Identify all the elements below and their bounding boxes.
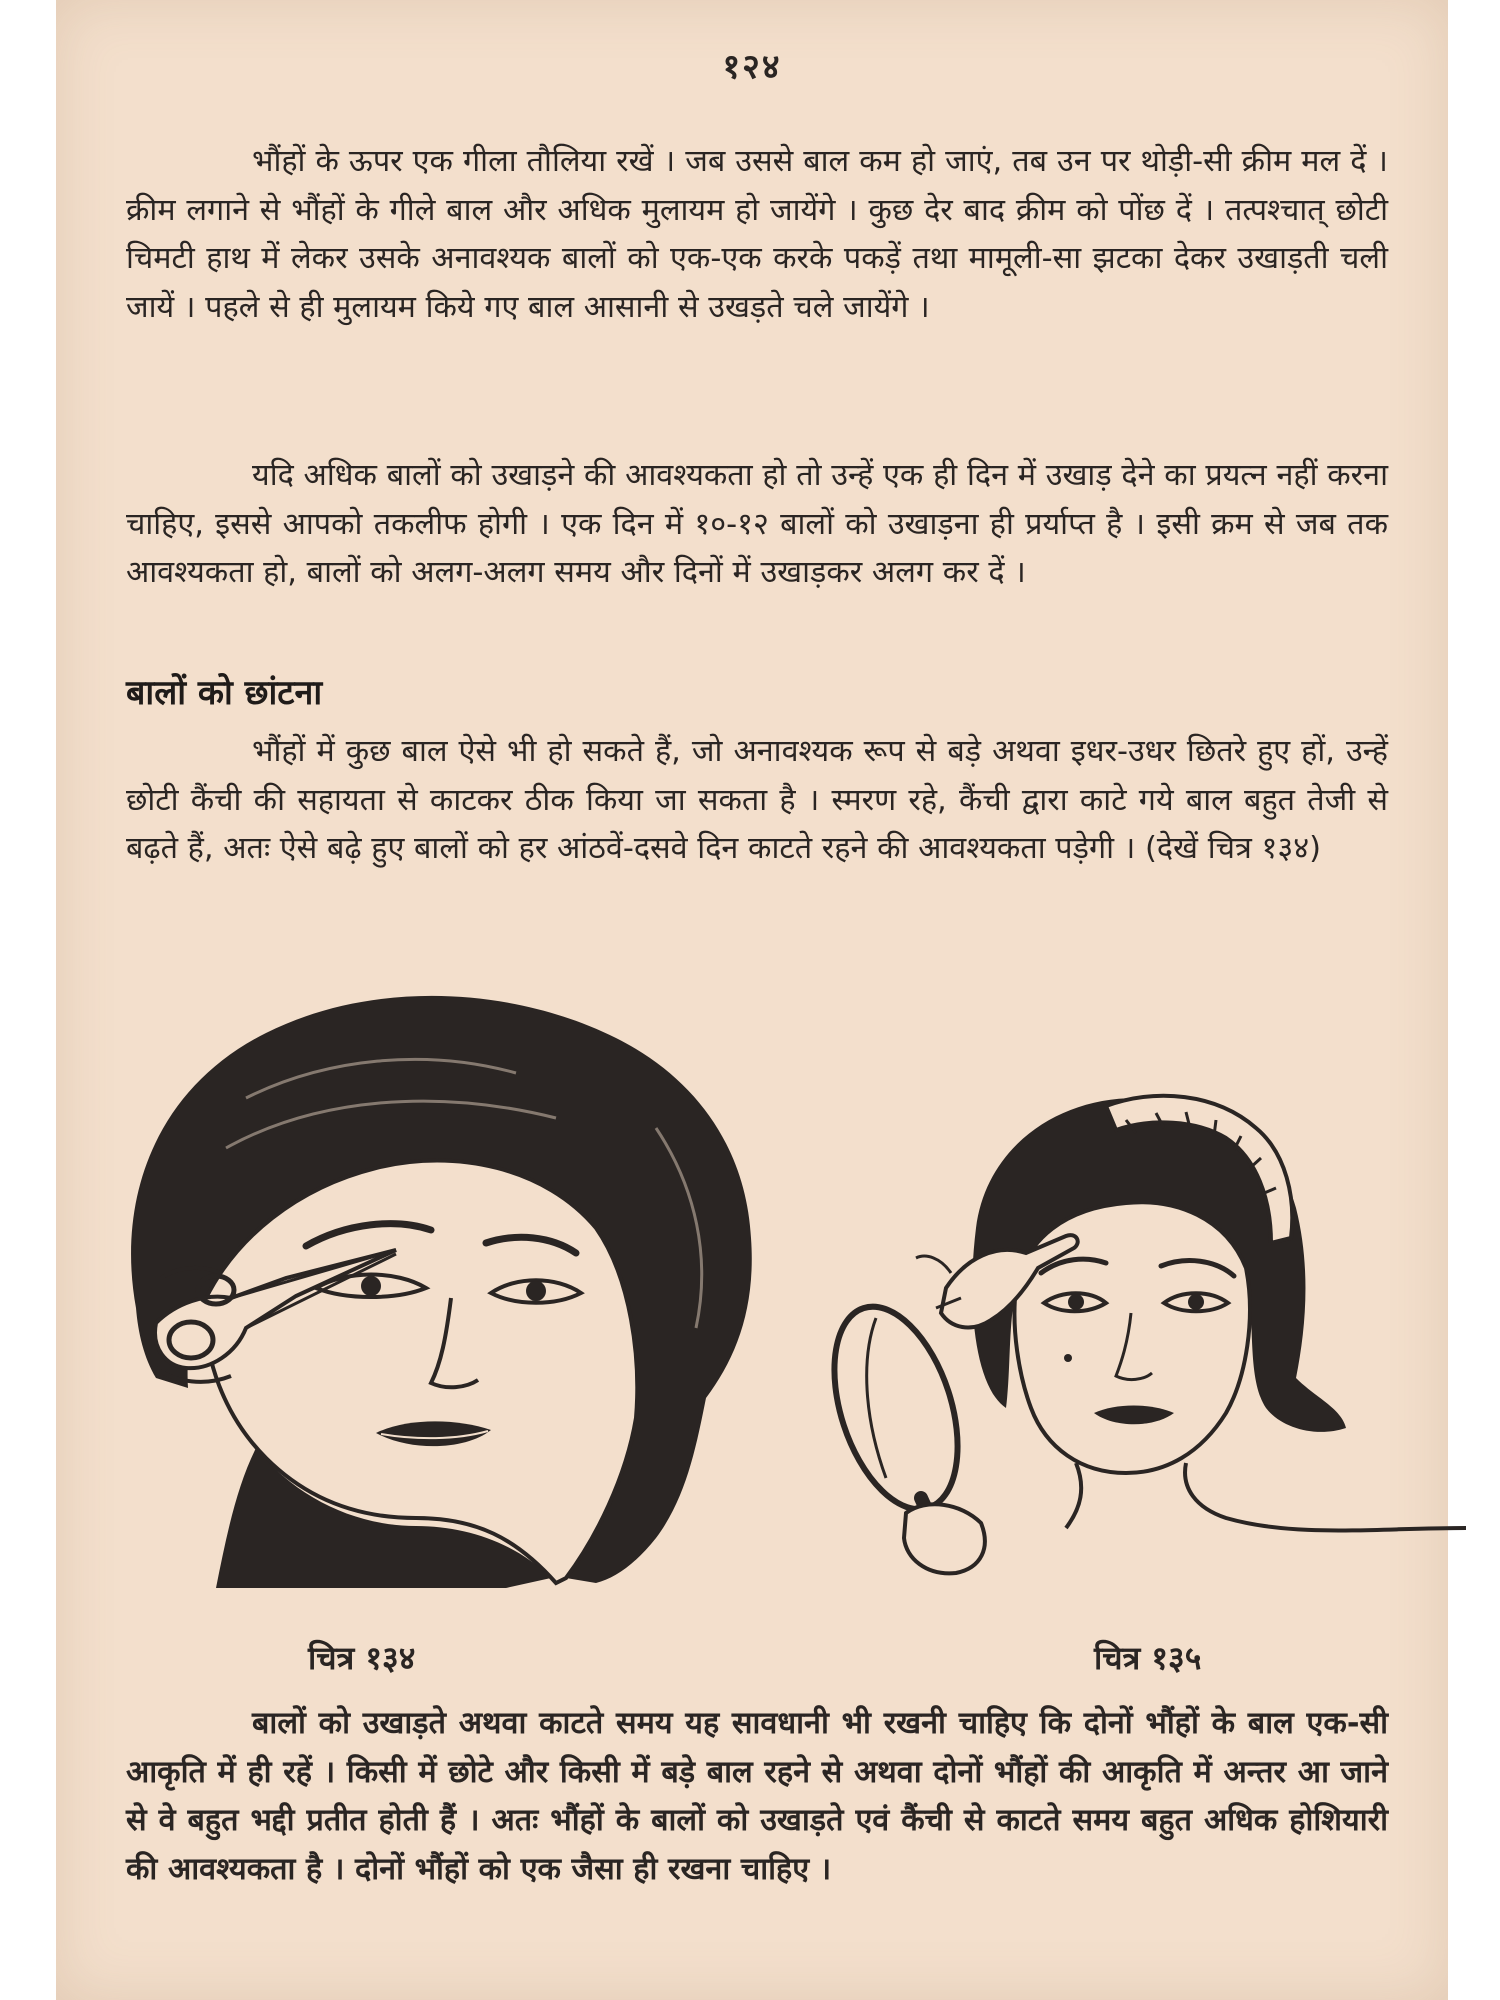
illustration-woman-with-scissors bbox=[96, 978, 786, 1588]
book-page bbox=[56, 0, 1448, 2000]
figure-caption-134: चित्र १३४ bbox=[308, 1639, 416, 1677]
paragraph-symmetry-caution: बालों को उखाड़ते अथवा काटते समय यह सावधानी भी रखनी चाहिए कि दोनों भौंहों के बाल एक-सी आकृति में ही रहें । किसी में छोटे और किसी में बड़े बाल रहने से अथवा दोनों भौंहों की आकृति में अन्तर आ जाने से वे बहुत भद्दी प्रतीत होती हैं । अतः भौंहों के बालों को उखाड़ते एवं कैंची से काटते समय बहुत अधिक होशियारी की आवश्यकता है । दोनों भौंहों को एक जैसा ही रखना चाहिए । bbox=[126, 1706, 1388, 1887]
section-heading-trimming: बालों को छांटना bbox=[126, 673, 323, 713]
illustration-woman-with-mirror bbox=[776, 1058, 1466, 1578]
paragraph-trimming: भौंहों में कुछ बाल ऐसे भी हो सकते हैं, जो अनावश्यक रूप से बड़े अथवा इधर-उधर छितरे हुए हों, उन्हें छोटी कैंची की सहायता से काटकर ठीक किया जा सकता है । स्मरण रहे, कैंची द्वारा काटे गये बाल बहुत तेजी से बढ़ते हैं, अतः ऐसे बढ़े हुए बालों को हर आंठवें-दसवे दिन काटते रहने की आवश्यकता पड़ेगी । (देखें चित्र १३४) bbox=[126, 734, 1388, 866]
page-number: १२४ bbox=[722, 47, 782, 87]
paragraph-eyebrow-plucking: भौंहों के ऊपर एक गीला तौलिया रखें । जब उससे बाल कम हो जाएं, तब उन पर थोड़ी-सी क्रीम मल दें । क्रीम लगाने से भौंहों के गीले बाल और अधिक मुलायम हो जायेंगे । कुछ देर बाद क्रीम को पोंछ दें । तत्पश्चात् छोटी चिमटी हाथ में लेकर उसके अनावश्यक बालों को एक-एक करके पकड़ें तथा मामूली-सा झटका देकर उखाड़ती चली जायें । पहले से ही मुलायम किये गए बाल आसानी से उखड़ते चले जायेंगे । bbox=[126, 144, 1388, 325]
figure-caption-135: चित्र १३५ bbox=[1094, 1639, 1202, 1677]
paragraph-plucking-frequency: यदि अधिक बालों को उखाड़ने की आवश्यकता हो तो उन्हें एक ही दिन में उखाड़ देने का प्रयत्न नहीं करना चाहिए, इससे आपको तकलीफ होगी । एक दिन में १०-१२ बालों को उखाड़ना ही प्रर्याप्त है । इसी क्रम से जब तक आवश्यकता हो, बालों को अलग-अलग समय और दिनों में उखाड़कर अलग कर दें । bbox=[126, 458, 1388, 590]
